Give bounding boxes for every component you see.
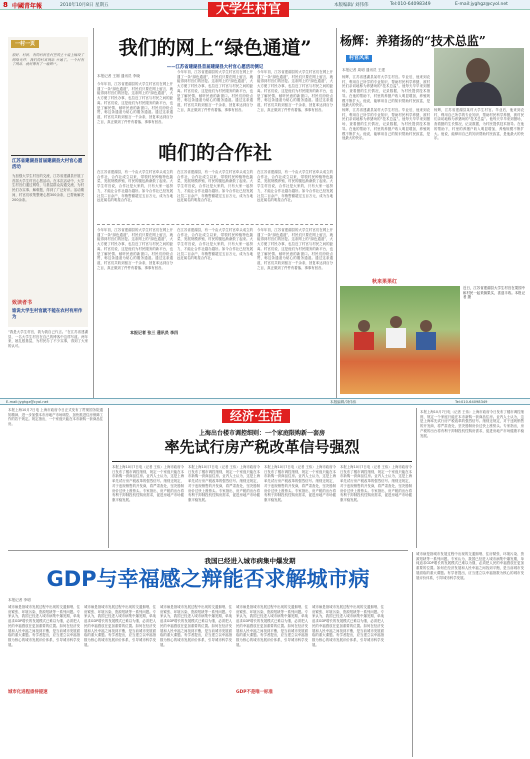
editor-info: 本版编辑/ 刘伟伟	[334, 3, 369, 8]
photo-caption-body: 近日，江苏省建湖县大学生村官在果园中和村民一起采摘果实，喜迎丰收。本报记者 摄	[463, 286, 525, 300]
gdp-body-col1: 城市病是指城市发展过程中出现的交通拥堵、住房紧张、环境污染、资源短缺等一系列问题。专家认为，我国已经进入城市病集中爆发期，单纯追求GDP增长的发展模式已难以为继，必须把人民的幸福感放在更加重要的位置。如何在经济发展和人民幸福之间找到平衡，是当前城市发展面临的重大课题。有学者提出，应当建立以幸福指数为核心的城市发展评价体系，引导城市科学发展。	[8, 605, 80, 647]
photo-caption-title: 秋来果果红	[372, 279, 398, 285]
lower-body-col2: 在江苏省建湖县，有一个由大学生村官牵头成立的合作社，合作社成立以来，带领村民种植特色蔬菜，发展规模养殖，村民的腰包渐渐鼓了起来。大学生村官说，合作社是大家的，只有大家一起努力，才能让合作社越办越好。如今合作社已经发展社员二百余户，年销售额超过五百万元，成为当地远近闻名的明星合作社。	[177, 228, 253, 261]
second-headline: 咱们的合作社	[157, 142, 272, 164]
gdp-subhead-2: GDP不是唯一标准	[236, 690, 273, 695]
right-body-col2: 杨辉，江苏省建湖县某村大学生村官。毕业后，他来到农村，利用自己所学的专业知识，帮助村民科学养猪，被村民们亲切地称为养猪场的“技术总监”。他每天早早来到猪场，查看猪的生长情况，记录数据，为村民提供技术指导。在他的帮助下，村里的养猪户收入明显增加，养殖规模不断扩大。他说，能够用自己的知识帮助村民致富，是他最大的快乐。	[434, 108, 524, 141]
housing-kicker: 上海出台楼市调控细则：一个家庭限购新一套房	[198, 430, 325, 437]
email-info: E-mail:jyghgz@cyol.net	[455, 2, 508, 7]
housing-body-col2: 本报上海10月7日电（记者 王伟）上海市政府今日发布了楼市调控细则，规定一个家庭只能在本市新购一套商品住房。业内人士认为，这是上海率先试行房产税改革的强烈信号。细则还规定，对于违规销售的开发商，将严肃查处，坚决遏制房价过快上涨势头。专家指出，房产税的出台将有利于抑制投机性购房需求，促进房地产市场健康平稳发展。	[188, 465, 260, 502]
housing-body-col3: 本报上海10月7日电（记者 王伟）上海市政府今日发布了楼市调控细则，规定一个家庭只能在本市新购一套商品住房。业内人士认为，这是上海率先试行房产税改革的强烈信号。细则还规定，对于违规销售的开发商，将严肃查处，坚决遏制房价过快上涨势头。专家指出，房产税的出台将有利于抑制投机性购房需求，促进房地产市场健康平稳发展。	[264, 465, 336, 502]
second-body-col3: 在江苏省建湖县，有一个由大学生村官牵头成立的合作社，合作社成立以来，带领村民种植特色蔬菜，发展规模养殖，村民的腰包渐渐鼓了起来。大学生村官说，合作社是大家的，只有大家一起努力，才能让合作社越办越好。如今合作社已经发展社员二百余户，年销售额超过五百万元，成为当地远近闻名的明星合作社。	[257, 170, 333, 203]
second-body-col1: 在江苏省建湖县，有一个由大学生村官牵头成立的合作社，合作社成立以来，带领村民种植特色蔬菜，发展规模养殖，村民的腰包渐渐鼓了起来。大学生村官说，合作社是大家的，只有大家一起努力，才能让合作社越办越好。如今合作社已经发展社员二百余户，年销售额超过五百万元，成为当地远近闻名的明星合作社。	[97, 170, 173, 203]
gdp-body-col3: 城市病是指城市发展过程中出现的交通拥堵、住房紧张、环境污染、资源短缺等一系列问题。专家认为，我国已经进入城市病集中爆发期，单纯追求GDP增长的发展模式已难以为继，必须把人民的幸福感放在更加重要的位置。如何在经济发展和人民幸福之间找到平衡，是当前城市发展面临的重大课题。有学者提出，应当建立以幸福指数为核心的城市发展评价体系，引导城市科学发展。	[160, 605, 232, 647]
right-body-col1: 杨辉，江苏省建湖县某村大学生村官。毕业后，他来到农村，利用自己所学的专业知识，帮助村民科学养猪，被村民们亲切地称为养猪场的“技术总监”。他每天早早来到猪场，查看猪的生长情况，记录数据，为村民提供技术指导。在他的帮助下，村里的养猪户收入明显增加，养殖规模不断扩大。他说，能够用自己的知识帮助村民致富，是他最大的快乐。	[342, 108, 430, 141]
sidebar-body-2: “我是大学生村官，我为我自己代言。”在江苏省建湖县，一名大学生村官在自己的博客中这样写道。两年来，她扎根基层，为村民办了不少实事，得到了大家的认可。	[8, 330, 88, 349]
sidebar-headline: 江苏省建湖县首届建湖县大村官心愿活动	[12, 159, 83, 170]
sidebar-poem: 很好，村民，有的村民在村里的主干道上铺设了网络光纤，我们的村官网站 开通了。一个村有了网站，就好像有了一扇窗户。	[12, 53, 84, 67]
tel-info: Tel:010-64098349	[390, 2, 431, 7]
main-body-col1: 今年年初，江苏省建湖县的大学生村官们在网上开通了一条“绿色通道”，村民们只要在网上留言，就能得到村官们的回复。这条网上的“绿色通道”，大大方便了村民办事，也拉近了村官与村民之间的距离。村官们说，这是他们为村民服务的新平台，也是了解民情、倾听民意的新窗口。村民们纷纷点赞，称这条通道为贴心的服务通道。通过这条通道，村官们共收到留言一千余条，回复率达到百分之百，真正做到了件件有着落、事事有回音。	[97, 82, 173, 124]
harvest-photo	[340, 286, 460, 394]
main-body-col3: 今年年初，江苏省建湖县的大学生村官们在网上开通了一条“绿色通道”，村民们只要在网上留言，就能得到村官们的回复。这条网上的“绿色通道”，大大方便了村民办事，也拉近了村官与村民之间的距离。村官们说，这是他们为村民服务的新平台，也是了解民情、倾听民意的新窗口。村民们纷纷点赞，称这条通道为贴心的服务通道。通过这条通道，村官们共收到留言一千余条，回复率达到百分之百，真正做到了件件有着落、事事有回音。	[257, 70, 333, 112]
gdp-body-col2: 城市病是指城市发展过程中出现的交通拥堵、住房紧张、环境污染、资源短缺等一系列问题。专家认为，我国已经进入城市病集中爆发期，单纯追求GDP增长的发展模式已难以为继，必须把人民的幸福感放在更加重要的位置。如何在经济发展和人民幸福之间找到平衡，是当前城市发展面临的重大课题。有学者提出，应当建立以幸福指数为核心的城市发展评价体系，引导城市科学发展。	[84, 605, 156, 647]
gdp-headline: GDP与幸福感之辩能否求解城市病	[46, 567, 370, 591]
economy-banner: 经济·生活	[222, 409, 290, 423]
left-sidebar	[8, 37, 88, 327]
right-byline: 本报记者 周明 通讯员 王建	[342, 68, 385, 72]
main-headline: 我们的网上“绿色通道”	[118, 37, 312, 59]
sidebar-kicker: 一村一页	[11, 40, 39, 48]
section-title: 大学生村官	[208, 2, 289, 17]
mid-divider-bar	[0, 398, 530, 405]
main-byline: 本报记者 王刚 通讯员 李晓	[97, 74, 140, 78]
main-subtitle: ——江苏省建湖县首届建湖县大村官心愿活动侧记	[166, 65, 264, 70]
right-headline: 杨辉：养猪扬的“技术总监”	[340, 34, 486, 48]
economy-right-col: 本报上海10月7日电（记者 王伟）上海市政府今日发布了楼市调控细则，规定一个家庭只能在本市新购一套商品住房。业内人士认为，这是上海率先试行房产税改革的强烈信号。细则还规定，对于违规销售的开发商，将严肃查处，坚决遏制房价过快上涨势头。专家指出，房产税的出台将有利于抑制投机性购房需求，促进房地产市场健康平稳发展。	[420, 410, 524, 438]
gdp-subhead-1: 城市化进程亟待提速	[8, 690, 48, 695]
housing-headline: 率先试行房产税改革信号强烈	[164, 438, 360, 456]
gdp-kicker: 我国已经进入城市病集中爆发期	[204, 557, 296, 565]
lower-body-col1: 今年年初，江苏省建湖县的大学生村官们在网上开通了一条“绿色通道”，村民们只要在网上留言，就能得到村官们的回复。这条网上的“绿色通道”，大大方便了村民办事，也拉近了村官与村民之间的距离。村官们说，这是他们为村民服务的新平台，也是了解民情、倾听民意的新窗口。村民们纷纷点赞，称这条通道为贴心的服务通道。通过这条通道，村官们共收到留言一千余条，回复率达到百分之百，真正做到了件件有着落、事事有回音。	[97, 228, 173, 270]
gdp-body-col4: 城市病是指城市发展过程中出现的交通拥堵、住房紧张、环境污染、资源短缺等一系列问题。专家认为，我国已经进入城市病集中爆发期，单纯追求GDP增长的发展模式已难以为继，必须把人民的幸福感放在更加重要的位置。如何在经济发展和人民幸福之间找到平衡，是当前城市发展面临的重大课题。有学者提出，应当建立以幸福指数为核心的城市发展评价体系，引导城市科学发展。	[236, 605, 308, 647]
economy-left-col: 本报上海10月7日电 上海市政府今日正式发布了贯彻国务院通知精神、进一步加强本市房地产市场调控、加快推进住房保障工作的若干规定。规定指出，一个家庭只能在本市新购一套商品住房。	[8, 408, 103, 427]
footer-editor: 本版编辑/刘伟伟	[330, 400, 357, 404]
main-body-col2: 今年年初，江苏省建湖县的大学生村官们在网上开通了一条“绿色通道”，村民们只要在网上留言，就能得到村官们的回复。这条网上的“绿色通道”，大大方便了村民办事，也拉近了村官与村民之间的距离。村官们说，这是他们为村民服务的新平台，也是了解民情、倾听民意的新窗口。村民们纷纷点赞，称这条通道为贴心的服务通道。通过这条通道，村官们共收到留言一千余条，回复率达到百分之百，真正做到了件件有着落、事事有回音。	[177, 70, 253, 112]
gdp-byline: 本报记者 李明	[8, 598, 31, 602]
housing-body-col4: 本报上海10月7日电（记者 王伟）上海市政府今日发布了楼市调控细则，规定一个家庭只能在本市新购一套商品住房。业内人士认为，这是上海率先试行房产税改革的强烈信号。细则还规定，对于违规销售的开发商，将严肃查处，坚决遏制房价过快上涨势头。专家指出，房产税的出台将有利于抑制投机性购房需求，促进房地产市场健康平稳发展。	[340, 465, 412, 502]
portrait-photo	[434, 48, 524, 106]
sidebar-kicker-2: 致读者书	[12, 300, 33, 306]
footer-tel: Tel:010-64098349	[455, 400, 488, 404]
gdp-body-col5: 城市病是指城市发展过程中出现的交通拥堵、住房紧张、环境污染、资源短缺等一系列问题。专家认为，我国已经进入城市病集中爆发期，单纯追求GDP增长的发展模式已难以为继，必须把人民的幸福感放在更加重要的位置。如何在经济发展和人民幸福之间找到平衡，是当前城市发展面临的重大课题。有学者提出，应当建立以幸福指数为核心的城市发展评价体系，引导城市科学发展。	[312, 605, 384, 647]
right-tag: 村官风采	[346, 55, 372, 62]
housing-body-col1: 本报上海10月7日电（记者 王伟）上海市政府今日发布了楼市调控细则，规定一个家庭只能在本市新购一套商品住房。业内人士认为，这是上海率先试行房产税改革的强烈信号。细则还规定，对于违规销售的开发商，将严肃查处，坚决遏制房价过快上涨势头。专家指出，房产税的出台将有利于抑制投机性购房需求，促进房地产市场健康平稳发展。	[112, 465, 184, 502]
issue-date: 2010年10月8日 星期五	[60, 3, 109, 8]
sidebar-body: 为加强大学生村官的交流，江苏省建湖县开展了首届大学生村官心愿活动。在本次活动中，大学生村官们通过网络，与基层群众沟通交流，为村民们办实事、解难题，得到了广泛好评。活动期间，村官们收集整理心愿300余条，已帮助解决200余条。	[12, 174, 84, 202]
footer-email: E-mail:jyghgz@cyol.net	[6, 400, 49, 404]
lower-author: 本报记者 张三 通讯员 李四	[130, 330, 179, 335]
second-body-col2: 在江苏省建湖县，有一个由大学生村官牵头成立的合作社，合作社成立以来，带领村民种植特色蔬菜，发展规模养殖，村民的腰包渐渐鼓了起来。大学生村官说，合作社是大家的，只有大家一起努力，才能让合作社越办越好。如今合作社已经发展社员二百余户，年销售额超过五百万元，成为当地远近闻名的明星合作社。	[177, 170, 253, 203]
lower-body-col3: 今年年初，江苏省建湖县的大学生村官们在网上开通了一条“绿色通道”，村民们只要在网上留言，就能得到村官们的回复。这条网上的“绿色通道”，大大方便了村民办事，也拉近了村官与村民之间的距离。村官们说，这是他们为村民服务的新平台，也是了解民情、倾听民意的新窗口。村民们纷纷点赞，称这条通道为贴心的服务通道。通过这条通道，村官们共收到留言一千余条，回复率达到百分之百，真正做到了件件有着落、事事有回音。	[257, 228, 333, 270]
paper-logo: 中國青年報	[12, 3, 43, 10]
right-rail-body: 城市病是指城市发展过程中出现的交通拥堵、住房紧张、环境污染、资源短缺等一系列问题。专家认为，我国已经进入城市病集中爆发期，单纯追求GDP增长的发展模式已难以为继，必须把人民的幸福感放在更加重要的位置。如何在经济发展和人民幸福之间找到平衡，是当前城市发展面临的重大课题。有学者提出，应当建立以幸福指数为核心的城市发展评价体系，引导城市科学发展。	[416, 552, 524, 580]
page-number: 8	[3, 1, 8, 9]
sidebar-headline-2: 谁说大学生村官就不能在农村有所作为	[12, 309, 83, 320]
right-body-lead: 杨辉，江苏省建湖县某村大学生村官。毕业后，他来到农村，利用自己所学的专业知识，帮助村民科学养猪，被村民们亲切地称为养猪场的“技术总监”。他每天早早来到猪场，查看猪的生长情况，记录数据，为村民提供技术指导。在他的帮助下，村里的养猪户收入明显增加，养殖规模不断扩大。他说，能够用自己的知识帮助村民致富，是他最大的快乐。	[342, 75, 430, 108]
